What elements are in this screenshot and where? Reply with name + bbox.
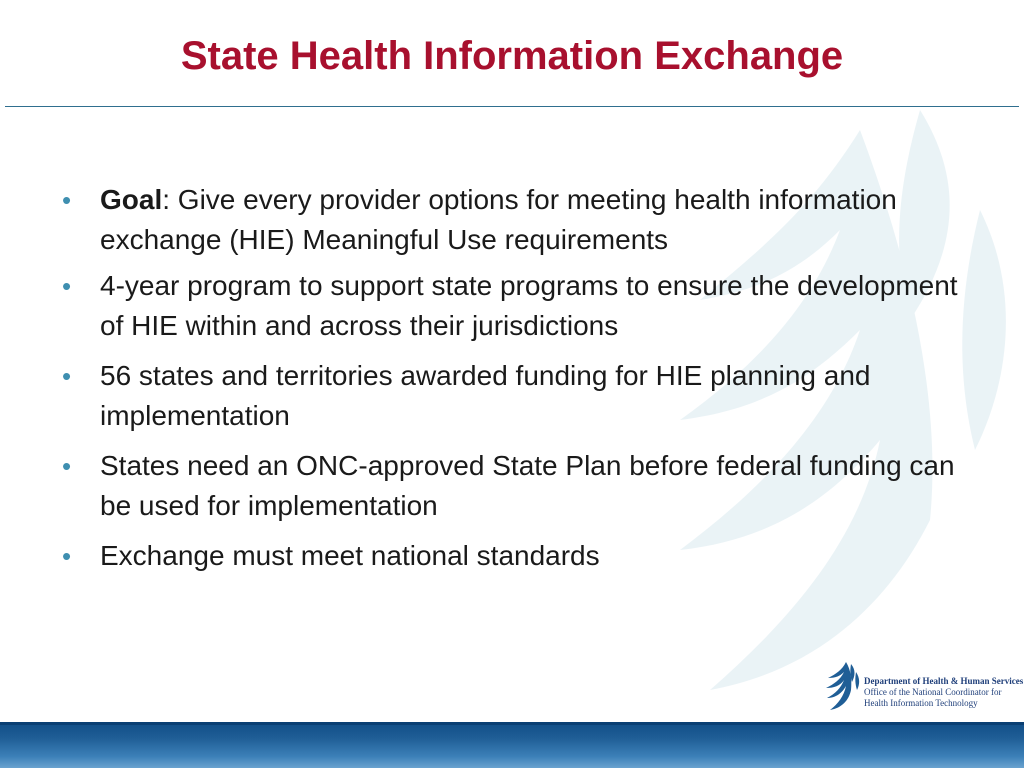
logo-text — [864, 676, 1023, 709]
bullet-text: States need an ONC-approved State Plan before federal funding can be used for implementation — [100, 450, 955, 521]
bullet-text: 4-year program to support state programs to ensure the development of HIE within and across their jurisdictions — [100, 270, 958, 341]
bullet-item — [62, 356, 972, 436]
logo-line-office: Office of the National Coordinator for — [864, 687, 1002, 697]
bullet-list — [62, 180, 972, 586]
logo-line-hit: Health Information Technology — [864, 698, 978, 708]
bullet-lead: Goal — [100, 184, 163, 215]
bullet-text: 56 states and territories awarded funding for HIE planning and implementation — [100, 360, 871, 431]
logo-line-department: Department of Health & Human Services — [864, 676, 1024, 686]
bullet-text: : Give every provider options for meeting health information exchange (HIE) Meaningful Use requirements — [100, 184, 897, 255]
hhs-onc-logo — [818, 660, 1024, 716]
bullet-text: Exchange must meet national standards — [100, 540, 600, 571]
bullet-item — [62, 266, 972, 346]
footer-bar — [0, 722, 1024, 768]
bullet-item — [62, 536, 972, 576]
bullet-dot: • — [62, 185, 72, 215]
footer-bar-edge — [0, 722, 1024, 725]
title-divider — [5, 106, 1019, 107]
bullet-dot: • — [62, 541, 72, 571]
bullet-item — [62, 180, 972, 260]
hhs-eagle-icon — [818, 660, 862, 714]
bullet-dot: • — [62, 271, 72, 301]
bullet-dot: • — [62, 451, 72, 481]
bullet-dot: • — [62, 361, 72, 391]
bullet-item — [62, 446, 972, 526]
page-title: State Health Information Exchange — [180, 34, 844, 78]
